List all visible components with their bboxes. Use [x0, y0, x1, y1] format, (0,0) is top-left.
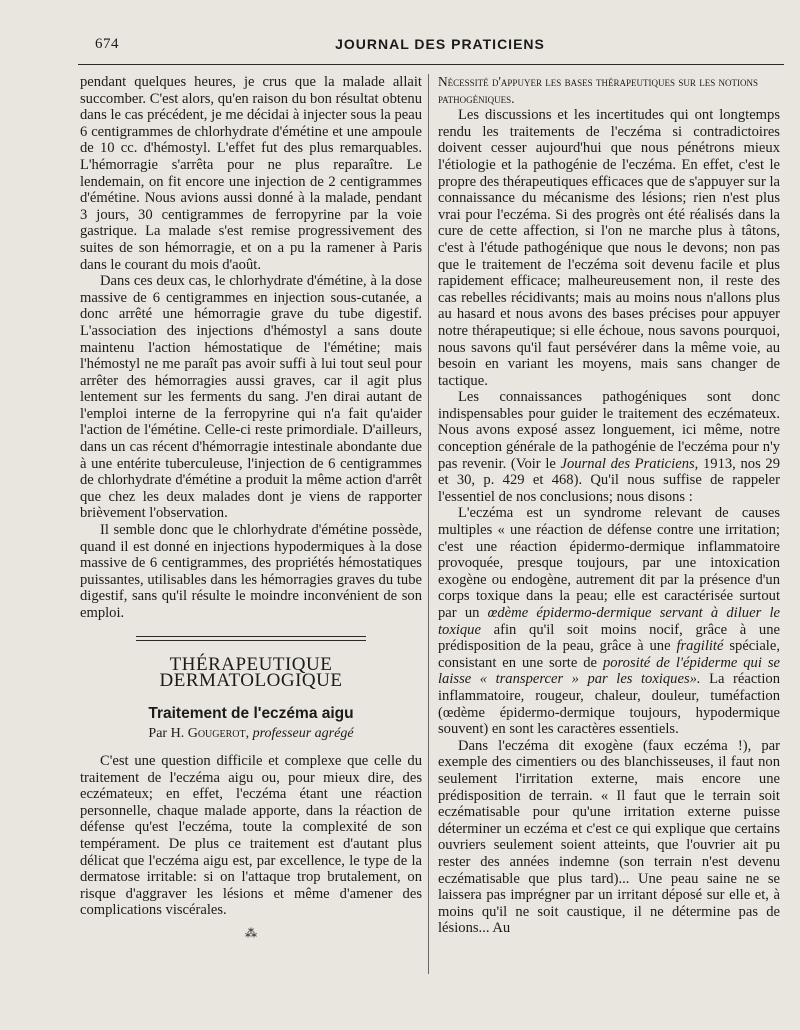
byline-prefix: Par H.	[148, 726, 185, 742]
right-column	[438, 74, 780, 937]
section-title: THÉRAPEUTIQUE DERMATOLOGIQUE	[159, 653, 343, 692]
text-run: spéciale, consistant en une sorte de	[438, 638, 780, 671]
paragraph: Il semble donc que le chlorhydrate d'émétine possède, quand il est donné en injections hypodermiques à la dose massive de 6 centigrammes, des propriétés hémostatiques puissantes, utilisables dans les hémorragies graves du tube digestif, sans qu'il résulte le moindre inconvénient de son emploi.	[80, 522, 422, 621]
paragraph: Les discussions et les incertitudes qui ont longtemps rendu les traitements de l'eczéma si contradictoires doivent cesser aujourd'hui que nous pénétrons mieux l'étiologie et la pathogénie de l'eczéma. En effet, c'est le propre des thérapeutiques efficaces que de s'appuyer sur la connaissance du mécanisme des lésions; rien n'est plus vrai pour l'eczéma. Si des progrès ont été réalisés dans la cure de cette affection, si l'on ne marche plus à tâtons, c'est à l'étude pathogénique que nous le devons; non pas que le traitement de l'eczéma soit devenu facile et plus rapidement efficace; malheureusement non, il reste des cas rebelles récidivants; mais au moins nous n'allons plus au hasard et nous avons des bases précises pour appuyer notre thérapeutique; si elle échoue, nous savons pourquoi, nous savons qu'il faut persévérer dans la même voie, au besoin en variant les moyens, mais sans changer de tactique.	[438, 107, 780, 389]
paragraph: Dans l'eczéma dit exogène (faux eczéma !), par exemple des cimentiers ou des blanchisseuses, il faut non seulement l'irritation externe, mais encore une prédisposition de terrain. « Il faut que le terrain soit eczématisable pour qu'une irritation externe puisse déterminer un eczéma et c'est ce qui explique que certains ouvriers seulement soient atteints, que l'ouvrier ait pu rester des années indemne (son terrain n'est devenu eczématisable que plus tard)... Une peau saine ne se laissera pas imprégner par un irritant déposé sur elle et, à moins qu'il ne soit caustique, il ne détermine pas de lésions... Au	[438, 737, 780, 937]
author-name: Gougerot,	[187, 726, 250, 742]
text-run: Les connaissances pathogéniques sont donc indispensables pour guider le traitement des eczémateux. Nous avons exposé assez longuement, ici même, notre conception générale de la pathogénie de l'eczéma pour n'y pas revenir. (Voir le	[438, 389, 780, 472]
text-run: 1913, nos 29 et 30, p. 429 et 468). Qu'il nous suffise de rappeler l'essentiel de nos conclusions; nous disons :	[438, 455, 780, 505]
text-run: La réaction inflammatoire, rougeur, chaleur, douleur, tuméfaction (œdème épidermo-dermique toujours, hypodermique souvent) en sont les caractères essentiels.	[438, 671, 781, 738]
emphasis: œdème épidermo-dermique servant à diluer le toxique	[438, 605, 780, 638]
left-column	[80, 74, 422, 942]
paragraph	[438, 505, 780, 737]
byline	[80, 726, 422, 743]
paragraph: pendant quelques heures, je crus que la malade allait succomber. C'est alors, qu'en raison du bon résultat obtenu dans le cas précédent, je me décidai à injecter sous la peau 6 centigrammes de chlorhydrate d'émétine et une ampoule de 10 cc. d'hémostyl. L'effet fut des plus remarquables. L'hémorragie s'arrêta pour ne plus reparaître. Le lendemain, on fit encore une injection de 2 centigrammes d'émétine. Nous avions aussi donné à la malade, pendant 3 jours, 30 centigrammes de ferropyrine par la voie gastrique. La malade s'est remise progressivement des suites de son hémorragie, et on a pu la ramener à Paris dans le courant du mois d'août.	[80, 74, 422, 273]
journal-title: JOURNAL DES PRATICIENS	[335, 36, 545, 52]
asterism: ⁂	[245, 925, 257, 940]
emphasis: porosité de l'épiderme qui se laisse « transpercer » par les toxiques».	[438, 654, 780, 688]
subsection-heading: Nécessité d'appuyer les bases thérapeutiques sur les notions pathogéniques.	[438, 74, 759, 106]
text-run: L'eczéma est un syndrome relevant de causes multiples « une réaction de défense contre une irritation; c'est une réaction épidermo-dermique inflammatoire provoquée, presque toujours, par une intoxication exogène ou endogène, autrement dit par la présence d'un corps toxique dans la peau; elle est caractérisée surtout par un	[438, 505, 780, 621]
paragraph: Dans ces deux cas, le chlorhydrate d'émétine, à la dose massive de 6 centigrammes en injection sous-cutanée, a donc arrêté une hémorragie grave du tube digestif. L'association des injections d'hémostyl a sans doute maintenu l'action hémostatique de l'émétine; mais l'hémostyl ne me paraît pas avoir suffi à lui tout seul pour arrêter des hémorragies aussi graves, car il agit plus lentement sur les ferments du sang. J'en dirai autant de l'emploi interne de la ferropyrine qui n'a fait qu'aider l'action de l'émétine. Celle-ci reste primordiale. D'ailleurs, dans un cas récent d'hémorragie intestinale abondante due à une entérite tuberculeuse, l'injection de 6 centigrammes de chlorhydrate d'émétine a produit la même action d'arrêt que chez les deux malades dont je viens de rapporter brièvement l'observation.	[80, 273, 422, 522]
journal-reference: Journal des Praticiens,	[560, 455, 699, 472]
text-run: afin qu'il soit moins nocif, grâce à une prédisposition de la peau, grâce à une	[438, 621, 780, 655]
section-separator	[136, 636, 366, 641]
emphasis: fragilité	[676, 638, 724, 655]
header-rule	[78, 64, 784, 65]
author-role: professeur agrégé	[252, 726, 354, 742]
paragraph	[438, 389, 780, 505]
page-header	[95, 36, 785, 56]
article-title: Traitement de l'eczéma aigu	[148, 704, 354, 722]
paragraph: C'est une question difficile et complexe que celle du traitement de l'eczéma aigu ou, pour mieux dire, des eczémateux; en effet, l'eczéma étant une réaction personnelle, chaque malade apporte, dans la réaction de défense qu'est l'eczéma, toute la complexité de son tempérament. De plus ce traitement est d'autant plus délicat que l'eczéma aigu est, par excellence, le type de la dermatose irritable: si on l'attaque trop brutalement, on risque d'aggraver les lésions et même d'amener des complications viscérales.	[80, 752, 422, 919]
page-number: 674	[95, 36, 119, 52]
column-divider	[428, 74, 429, 974]
